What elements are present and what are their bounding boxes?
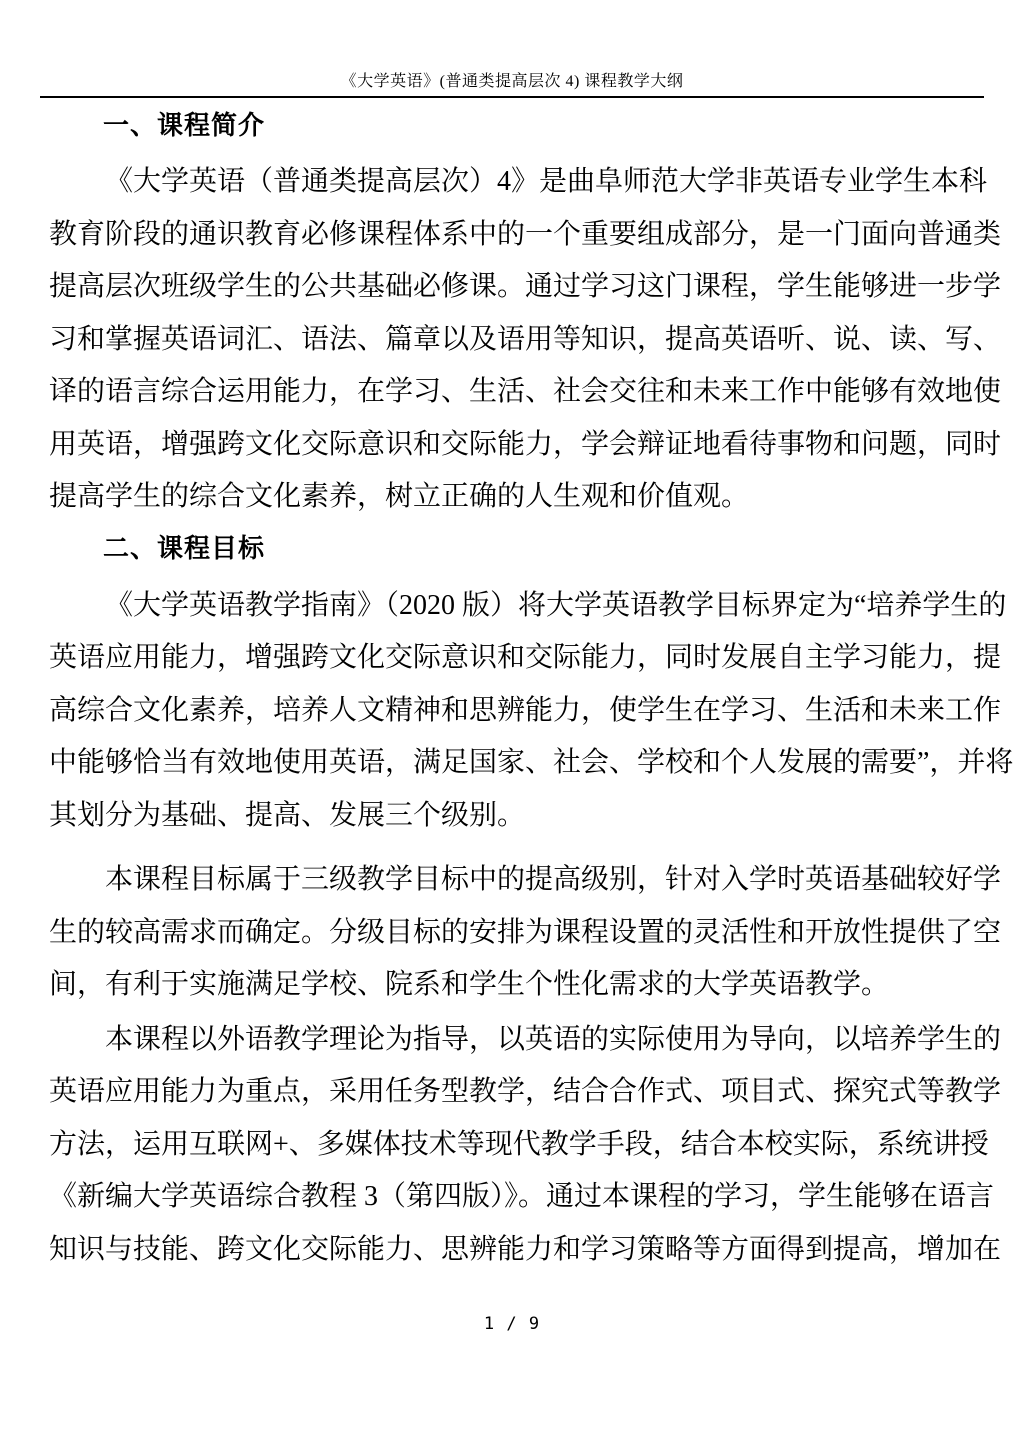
page-footer [0,1313,1024,1335]
text-line: 《新编大学英语综合教程 3（第四版）》。通过本课程的学习，学生能够在语言 [49,1181,995,1212]
text-line: 《大学英语教学指南》（2020 版）将大学英语教学目标界定为“培养学生的 [105,589,1007,621]
text-line: 高综合文化素养，培养人文精神和思辨能力，使学生在学习、生活和未来工作 [49,694,1002,726]
text-line: 本课程以外语教学理论为指导，以英语的实际使用为导向，以培养学生的 [105,1023,1002,1055]
text-line: 英语应用能力，增强跨文化交际意识和交际能力，同时发展自主学习能力，提 [49,642,1002,673]
text-line: 方法，运用互联网+、多媒体技术等现代教学手段，结合本校实际，系统讲授 [49,1128,989,1160]
paragraph-teaching-method [49,1014,1002,1277]
text-line: 提高层次班级学生的公共基础必修课。通过学习这门课程，学生能够进一步学 [49,271,1002,302]
text-line: 英语应用能力为重点，采用任务型教学，结合合作式、项目式、探究式等教学 [49,1076,1002,1107]
text-line: 本课程目标属于三级教学目标中的提高级别，针对入学时英语基础较好学 [105,864,1002,895]
paragraph-goal-level [49,854,1002,1012]
text-line: 知识与技能、跨文化交际能力、思辨能力和学习策略等方面得到提高，增加在 [49,1233,1002,1265]
page-header-title: 《大学英语》(普通类提高层次 4) 课程教学大纲 [340,73,684,90]
section-heading-course-goals: 二、课程目标 [103,533,266,563]
paragraph-teaching-guide [49,580,1014,843]
text-line: 用英语，增强跨文化交际意识和交际能力，学会辩证地看待事物和问题，同时 [49,428,1002,460]
text-line: 《大学英语（普通类提高层次）4》是曲阜师范大学非英语专业学生本科 [105,166,988,197]
text-line: 中能够恰当有效地使用英语，满足国家、社会、学校和个人发展的需要”，并将 [49,747,1014,778]
page-number: 1 / 9 [483,1314,541,1334]
text-line: 提高学生的综合文化素养，树立正确的人生观和价值观。 [49,481,750,512]
text-line: 其划分为基础、提高、发展三个级别。 [49,799,526,831]
text-line: 习和掌握英语词汇、语法、篇章以及语用等知识，提高英语听、说、读、写、 [49,323,1002,355]
document-body [49,98,1014,1276]
text-line: 间，有利于实施满足学校、院系和学生个性化需求的大学英语教学。 [49,969,890,1000]
page-header [40,0,984,98]
section-heading-course-intro: 一、课程简介 [103,111,266,140]
text-line: 教育阶段的通识教育必修课程体系中的一个重要组成部分，是一门面向普通类 [49,218,1002,250]
text-line: 生的较高需求而确定。分级目标的安排为课程设置的灵活性和开放性提供了空 [49,916,1002,948]
paragraph-course-intro [49,156,1002,524]
text-line: 译的语言综合运用能力，在学习、生活、社会交往和未来工作中能够有效地使 [49,376,1002,407]
